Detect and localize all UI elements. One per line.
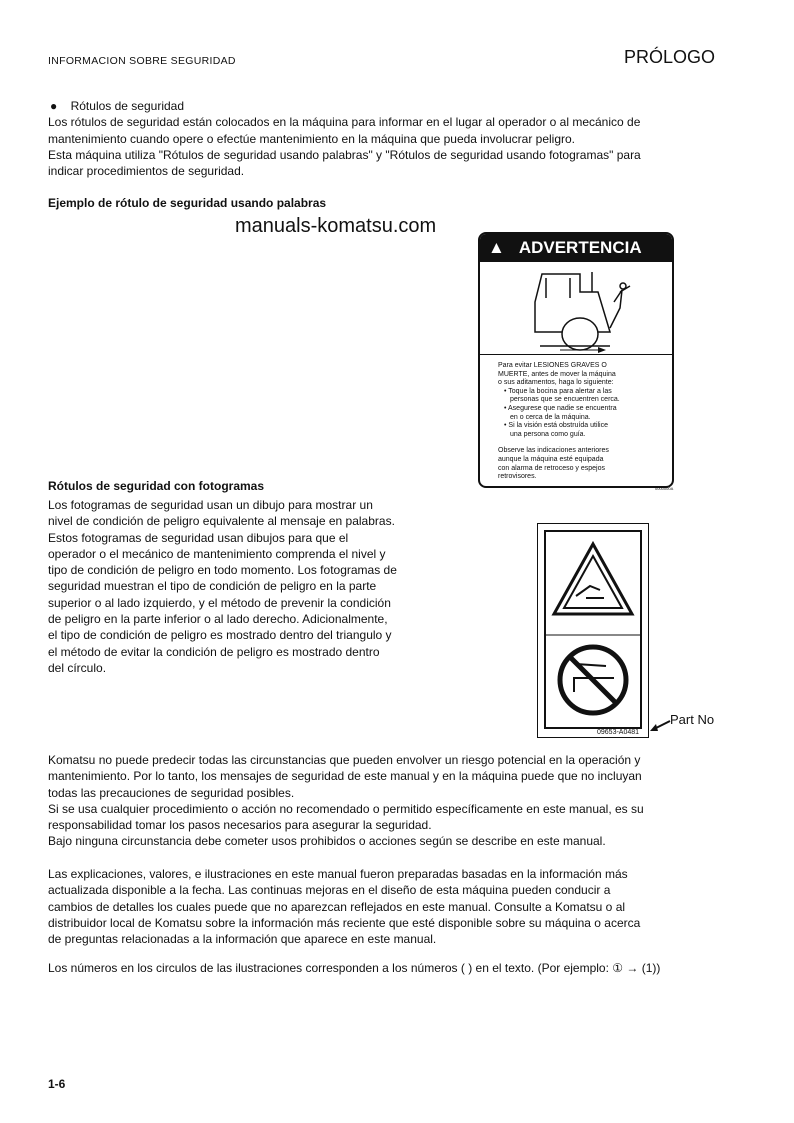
paragraph-1 bbox=[48, 752, 644, 850]
text-line: Los fotogramas de seguridad usan un dibujo para mostrar un bbox=[48, 498, 373, 512]
text-line: de peligro en la parte inferior o al lado derecho. Adicionalmente, bbox=[48, 612, 388, 627]
text-line: el tipo de condición de peligro es mostrado dentro del triangulo y bbox=[48, 628, 392, 643]
section-title: INFORMACION SOBRE SEGURIDAD bbox=[48, 55, 236, 67]
text-line: de preguntas relacionadas a la información que aparece en este manual. bbox=[48, 932, 437, 947]
warning-triangle-icon: ▲ bbox=[488, 238, 505, 257]
label-text: una persona como guía. bbox=[510, 430, 586, 438]
words-heading: Ejemplo de rótulo de seguridad usando palabras bbox=[48, 196, 327, 210]
label-text: en o cerca de la máquina. bbox=[510, 413, 591, 421]
part-no-label: Part No bbox=[670, 712, 715, 727]
machine-pedestrian-illustration bbox=[480, 262, 672, 355]
warning-title: ADVERTENCIA bbox=[518, 238, 642, 257]
paragraph-2 bbox=[48, 866, 640, 947]
chapter-title: PRÓLOGO bbox=[624, 47, 716, 67]
pictogram-label-image bbox=[537, 523, 649, 738]
text-line: actualizada disponible a la fecha. Las continuas mejoras en el diseño de esta máquina pueden conducir a bbox=[48, 883, 611, 898]
label-text: MUERTE, antes de mover la máquina bbox=[498, 370, 616, 378]
label-text: o sus aditamentos, haga lo siguiente: bbox=[498, 379, 614, 387]
arrow-icon bbox=[648, 718, 672, 734]
text-line: operador o el mecánico de mantenimiento comprenda el nivel y bbox=[48, 546, 386, 561]
warning-label-image bbox=[478, 232, 674, 488]
text-line: Bajo ninguna circunstancia debe cometer usos prohibidos o acciones según se describe en este manual. bbox=[48, 834, 606, 849]
text-line: Esta máquina utiliza "Rótulos de seguridad usando palabras" y "Rótulos de seguridad usando fotogramas" para bbox=[48, 147, 641, 162]
text-line: Si se usa cualquier procedimiento o acción no recomendado o permitido específicamente en este manual, es su bbox=[48, 801, 644, 816]
picto-paragraph bbox=[48, 497, 448, 676]
part-code: 09653-A0481 bbox=[597, 729, 640, 736]
text-line: el método de evitar la condición de peligro es mostrado dentro bbox=[48, 644, 380, 659]
intro bbox=[48, 98, 728, 179]
text-line: Las explicaciones, valores, e ilustraciones en este manual fueron preparadas basadas en la información más bbox=[48, 867, 628, 881]
text-line: mantenimiento cuando opere o efectúe mantenimiento en la máquina que pueda involucrar peligro. bbox=[48, 131, 576, 146]
text-line: cambios de detalles los cuales puede que no aparezcan reflejados en este manual. Consulte a Komatsu o al bbox=[48, 899, 626, 914]
bullet-label: Rótulos de seguridad bbox=[70, 99, 185, 113]
label-text: aunque la máquina esté equipada bbox=[498, 455, 604, 463]
text-line: Los rótulos de seguridad están colocados en la máquina para informar en el lugar al operador o al mecánico de bbox=[48, 115, 641, 130]
paragraph-3: Los números en los circulos de las ilustraciones corresponden a los números ( ) en el texto. (Por ejemplo: ① → (1)) bbox=[48, 961, 661, 975]
label-text: retrovisores. bbox=[498, 473, 537, 481]
text-line: todas las precauciones de seguridad posibles. bbox=[48, 785, 295, 800]
page-number: 1-6 bbox=[48, 1077, 66, 1091]
bullet-icon: ● bbox=[50, 99, 58, 113]
text-line: Komatsu no puede predecir todas las circunstancias que pueden envolver un riesgo potencial en la operación y bbox=[48, 753, 641, 767]
label-text: con alarma de retroceso y espejos bbox=[498, 464, 605, 472]
prohibition-circle-icon bbox=[560, 647, 626, 713]
text-line: indicar procedimientos de seguridad. bbox=[48, 164, 245, 179]
label-text: • Si la visión está obstruída utilice bbox=[504, 422, 609, 430]
text-line: tipo de condición de peligro en todo momento. Los fotogramas de bbox=[48, 563, 397, 578]
label-text: personas que se encuentren cerca. bbox=[510, 396, 620, 404]
text-line: Estos fotogramas de seguridad usan dibujos para que el bbox=[48, 530, 349, 545]
text-line: nivel de condición de peligro equivalente al mensaje en palabras. bbox=[48, 514, 395, 529]
watermark: manuals-komatsu.com bbox=[235, 215, 437, 237]
label-text: • Asegurese que nadie se encuentra bbox=[504, 404, 617, 412]
label-text: • Toque la bocina para alertar a las bbox=[504, 387, 612, 395]
label-text: Para evitar LESIONES GRAVES O bbox=[498, 362, 607, 369]
label-code: 0000000A bbox=[655, 486, 674, 491]
text-line: distribuidor local de Komatsu sobre la información más reciente que esté disponible sobre su máquina o acerca bbox=[48, 915, 641, 930]
text-line: seguridad muestran el tipo de condición de peligro en la parte bbox=[48, 579, 377, 594]
hazard-triangle-icon bbox=[554, 544, 632, 614]
text-line: responsabilidad tomar los pasos necesarios para asegurar la seguridad. bbox=[48, 818, 432, 833]
picto-heading: Rótulos de seguridad con fotogramas bbox=[48, 479, 265, 493]
text-line: superior o al lado izquierdo, y el método de prevenir la condición bbox=[48, 595, 391, 610]
text-line: mantenimiento. Por lo tanto, los mensajes de seguridad de este manual y en la máquina puede que no incluyan bbox=[48, 769, 642, 784]
label-text: Observe las indicaciones anteriores bbox=[498, 447, 609, 455]
text-line: del círculo. bbox=[48, 660, 107, 675]
